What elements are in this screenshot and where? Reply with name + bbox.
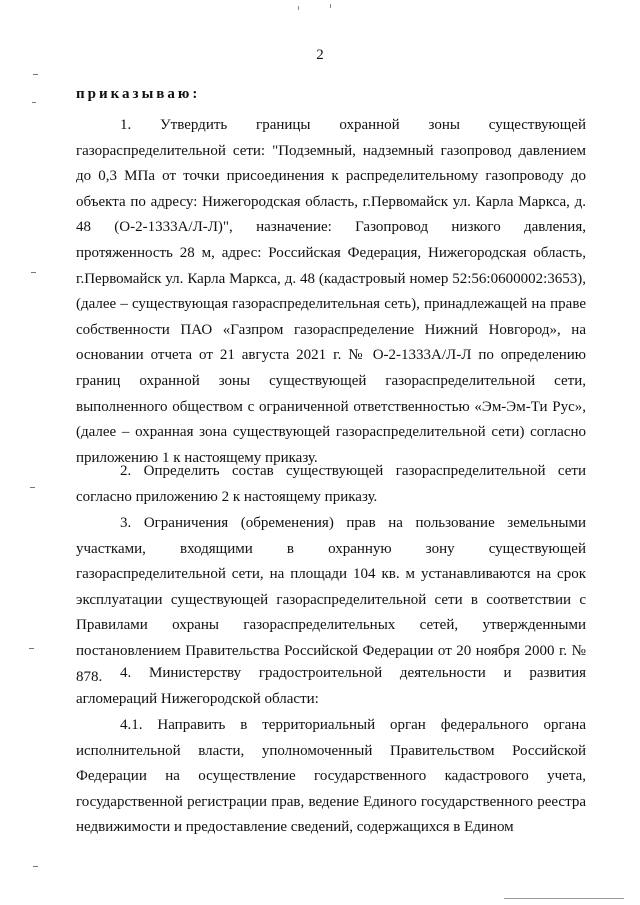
paragraph-1: 1. Утвердить границы охранной зоны существующей газораспределительной сети: "Подземный, надземный газопровод давлением до 0,3 МПа от точки присоединения к распределительному газопроводу до объекта по адресу: Нижегородская область, г.Первомайск ул. Карла Маркса, д. 48 (О-2-1333А/Л-Л)", назначение: Газопровод низкого давления, протяженность 28 м, адрес: Российская Федерация, Нижегородская область, г.Первомайск ул. Карла Маркса, д. 48 (кадастровый номер 52:56:0600002:3653), (далее – существующая газораспределительная сеть), принадлежащей на праве собственности ПАО «Газпром газораспределение Нижний Новгород», на основании отчета от 21 августа 2021 г. № О-2-1333А/Л-Л по определению границ охранной зоны существующей газораспределительной сети, выполненного обществом с ограниченной ответственностью «Эм-Эм-Ти Рус», (далее – охранная зона существующей газораспределительной сети) согласно приложению 1 к настоящему приказу. <box>76 117 586 466</box>
paragraph-3: 3. Ограничения (обременения) прав на пользование земельными участками, входящими в охранную зону существующей газораспределительной сети, на площади 104 кв. м устанавливаются на срок эксплуатации существующей газораспределительной сети в соответствии с Правилами охраны газораспределительных сетей, утвержденными постановлением Правительства Российской Федерации от 20 ноября 2000 г. № 878. <box>76 515 586 685</box>
scan-edge-line <box>504 898 624 899</box>
scan-speck <box>32 102 36 103</box>
order-heading: приказываю: <box>76 86 201 102</box>
scan-speck <box>29 648 34 649</box>
scan-speck <box>33 866 38 867</box>
paragraph-4-1: 4.1. Направить в территориальный орган федерального органа исполнительной власти, уполномоченный Правительством Российской Федерации на осуществление государственного кадастрового учета, государственной регистрации прав, ведение Единого государственного реестра недвижимости и предоставление сведений, содержащихся в Едином <box>76 717 586 836</box>
paragraph-4: 4. Министерству градостроительной деятельности и развития агломераций Нижегородской области: <box>76 665 586 707</box>
page-number: 2 <box>316 47 324 63</box>
scan-speck <box>298 6 299 10</box>
scan-speck <box>330 4 331 8</box>
scan-speck <box>30 487 35 488</box>
paragraph-2: 2. Определить состав существующей газораспределительной сети согласно приложению 2 к настоящему приказу. <box>76 463 586 505</box>
scan-speck <box>31 272 36 273</box>
scan-speck <box>33 74 38 75</box>
